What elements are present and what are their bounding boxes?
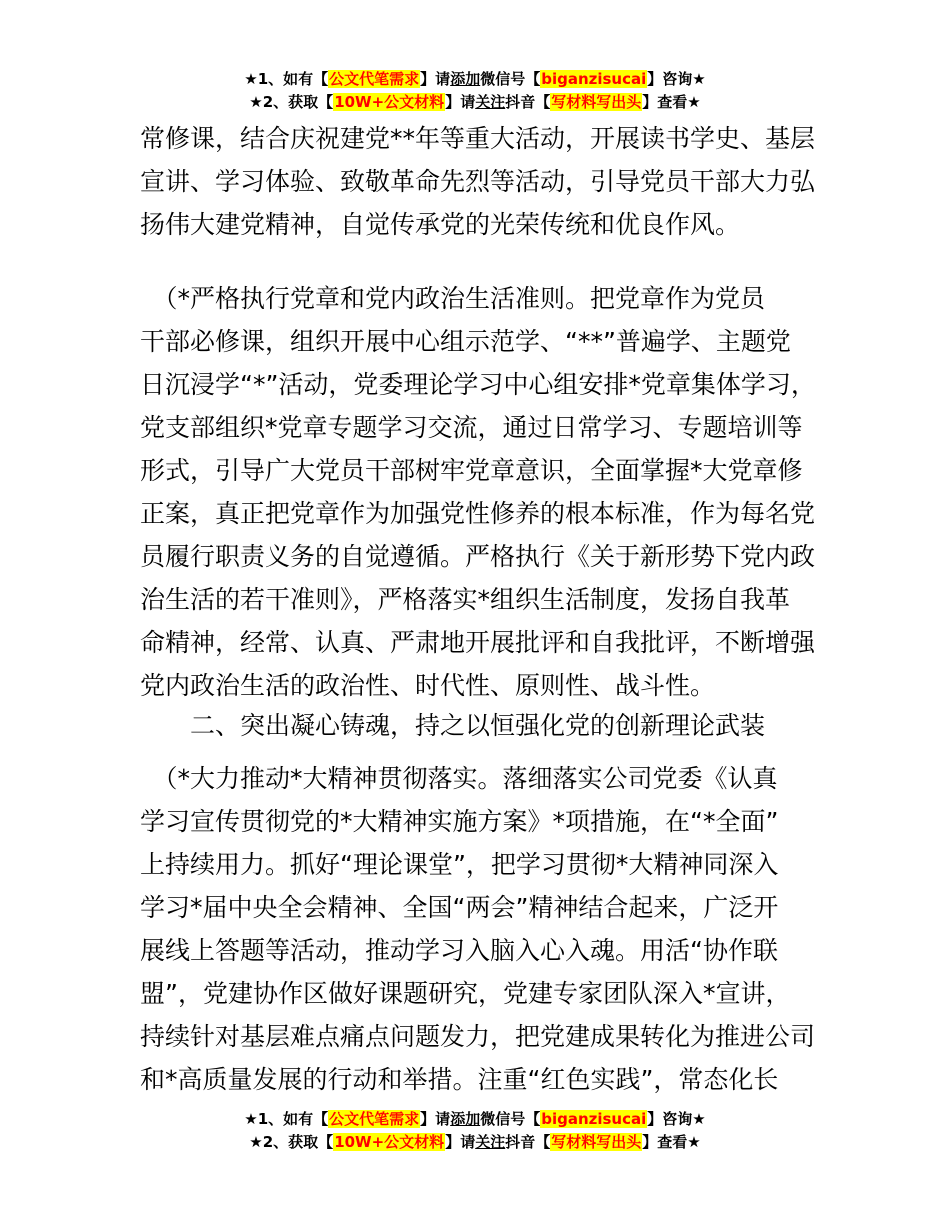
banner-text: 】咨询★	[647, 1110, 706, 1128]
banner-text: 微信号【	[480, 1110, 541, 1128]
text-line: 和*高质量发展的行动和举措。注重“红色实践”，常态化长	[140, 1065, 779, 1094]
text-line: 干部必修课，组织开展中心组示范学、“**”普遍学、主题党	[140, 327, 791, 356]
text-line: 正案，真正把党章作为加强党性修养的根本标准，作为每名党	[140, 499, 816, 528]
highlight-materials: 10W+公文材料	[334, 1133, 445, 1151]
banner-line-1	[0, 68, 950, 91]
banner-line-2	[0, 1131, 950, 1154]
text-line: 学习宣传贯彻党的*大精神实施方案》*项措施，在“*全面”	[140, 807, 779, 836]
text-line: （*大力推动*大精神贯彻落实。落细落实公司党委《认真	[140, 764, 778, 793]
text-line: 学习*届中央全会精神、全国“两会”精神结合起来，广泛开	[140, 893, 779, 922]
text-line: 命精神，经常、认真、严肃地开展批评和自我批评，不断增强	[140, 628, 816, 657]
banner-text: 】查看★	[642, 93, 701, 111]
text-line: 党支部组织*党章专题学习交流，通过日常学习、专题培训等	[140, 413, 803, 442]
highlight-service: 公文代笔需求	[329, 70, 420, 88]
highlight-wechat-id: biganzisucai	[541, 70, 647, 88]
banner-text: ★2、获取【	[249, 93, 334, 111]
section-heading: 二、突出凝心铸魂，持之以恒强化党的创新理论武装	[190, 711, 766, 740]
banner-text: 微信号【	[480, 70, 541, 88]
banner-text: 】查看★	[642, 1133, 701, 1151]
highlight-materials: 10W+公文材料	[334, 93, 445, 111]
banner-text: 】请	[420, 1110, 451, 1128]
banner-text: 抖音【	[505, 1133, 551, 1151]
banner-underlined: 关注	[475, 93, 506, 111]
banner-text: ★1、如有【	[244, 1110, 329, 1128]
banner-text: ★1、如有【	[244, 70, 329, 88]
highlight-service: 公文代笔需求	[329, 1110, 420, 1128]
text-line: 上持续用力。抓好“理论课堂”，把学习贯彻*大精神同深入	[140, 850, 779, 879]
text-line: 日沉浸学“*”活动，党委理论学习中心组安排*党章集体学习，	[140, 370, 816, 399]
text-line: （*严格执行党章和党内政治生活准则。把党章作为党员	[140, 284, 766, 313]
banner-line-1	[0, 1108, 950, 1131]
banner-text: 抖音【	[505, 93, 551, 111]
header-banner	[0, 68, 950, 114]
banner-text: 】咨询★	[647, 70, 706, 88]
text-line: 员履行职责义务的自觉遵循。严格执行《关于新形势下党内政	[140, 542, 816, 571]
highlight-douyin: 写材料写出头	[551, 93, 642, 111]
text-line: 党内政治生活的政治性、时代性、原则性、战斗性。	[140, 671, 716, 700]
text-line: 宣讲、学习体验、致敬革命先烈等活动，引导党员干部大力弘	[140, 167, 816, 196]
banner-text: 】请	[445, 1133, 476, 1151]
text-line: 常修课，结合庆祝建党**年等重大活动，开展读书学史、基层	[140, 124, 816, 153]
footer-banner	[0, 1108, 950, 1154]
banner-underlined: 添加	[450, 1110, 481, 1128]
highlight-wechat-id: biganzisucai	[541, 1110, 647, 1128]
highlight-douyin: 写材料写出头	[551, 1133, 642, 1151]
text-line: 展线上答题等活动，推动学习入脑入心入魂。用活“协作联	[140, 936, 778, 965]
text-line: 盟”，党建协作区做好课题研究，党建专家团队深入*宣讲，	[140, 979, 791, 1008]
banner-line-2	[0, 91, 950, 114]
banner-text: 】请	[445, 93, 476, 111]
text-line: 持续针对基层难点痛点问题发力，把党建成果转化为推进公司	[140, 1022, 816, 1051]
banner-text: ★2、获取【	[249, 1133, 334, 1151]
banner-underlined: 关注	[475, 1133, 506, 1151]
text-line: 形式，引导广大党员干部树牢党章意识，全面掌握*大党章修	[140, 456, 803, 485]
banner-text: 】请	[420, 70, 451, 88]
text-line: 治生活的若干准则》，严格落实*组织生活制度，发扬自我革	[140, 585, 791, 614]
banner-underlined: 添加	[450, 70, 481, 88]
text-line: 扬伟大建党精神，自觉传承党的光荣传统和优良作风。	[140, 210, 741, 239]
